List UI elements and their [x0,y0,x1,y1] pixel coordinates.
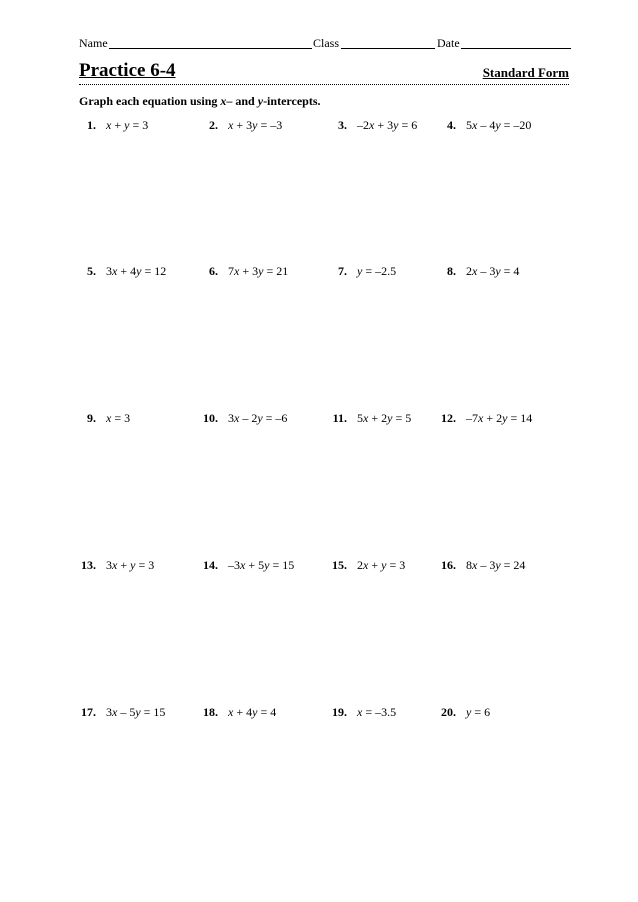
class-label: Class [313,36,340,50]
problem-equation: 7x + 3y = 21 [228,264,289,278]
problem-9 [87,411,131,425]
problem-equation: 8x – 3y = 24 [466,558,526,572]
problem-number: 7. [338,264,347,278]
problem-equation: 3x + y = 3 [106,558,155,572]
class-blank[interactable] [341,48,435,49]
problem-15 [332,558,406,572]
problem-number: 9. [87,411,96,425]
problem-number: 4. [447,118,456,132]
instructions-y: y [257,94,264,108]
problem-number: 6. [209,264,218,278]
problem-equation: 2x – 3y = 4 [466,264,520,278]
problem-equation: x + y = 3 [106,118,149,132]
problem-20 [441,705,491,719]
problem-number: 10. [203,411,218,425]
problem-equation: 3x + 4y = 12 [106,264,167,278]
instructions [79,94,321,108]
problem-8 [447,264,520,278]
problem-equation: y = –2.5 [357,264,397,278]
problem-number: 18. [203,705,218,719]
problem-10 [203,411,288,425]
problem-1 [87,118,149,132]
problem-equation: x + 4y = 4 [228,705,277,719]
problem-12 [441,411,533,425]
date-blank[interactable] [461,48,571,49]
problem-number: 14. [203,558,218,572]
instructions-mid: – and [226,94,258,108]
problem-equation: –2x + 3y = 6 [357,118,418,132]
problem-7 [338,264,397,278]
problem-equation: x + 3y = –3 [228,118,283,132]
problem-14 [203,558,295,572]
problem-number: 20. [441,705,456,719]
date-label: Date [437,36,460,50]
problem-4 [447,118,532,132]
problem-equation: 3x – 2y = –6 [228,411,288,425]
problem-19 [332,705,397,719]
problem-equation: 5x – 4y = –20 [466,118,532,132]
title-row [79,60,569,85]
problem-17 [81,705,166,719]
problem-number: 1. [87,118,96,132]
page-title: Practice 6-4 [79,60,176,81]
problem-equation: –3x + 5y = 15 [228,558,295,572]
problem-6 [209,264,289,278]
problem-number: 19. [332,705,347,719]
problem-equation: x = –3.5 [357,705,397,719]
problem-5 [87,264,167,278]
problem-equation: x = 3 [106,411,131,425]
header-fields [79,36,571,52]
problem-number: 15. [332,558,347,572]
instructions-prefix: Graph each equation using [79,94,221,108]
problem-number: 16. [441,558,456,572]
instructions-x: x [220,94,227,108]
problem-number: 2. [209,118,218,132]
problem-2 [209,118,283,132]
name-label: Name [79,36,108,50]
problem-equation: –7x + 2y = 14 [466,411,533,425]
problem-number: 17. [81,705,96,719]
problem-11 [332,411,412,425]
problem-number: 8. [447,264,456,278]
name-blank[interactable] [109,48,312,49]
problem-16 [441,558,526,572]
problem-number: 3. [338,118,347,132]
problem-number: 12. [441,411,456,425]
problem-number: 13. [81,558,96,572]
page-subtitle: Standard Form [482,65,569,80]
problem-18 [203,705,277,719]
problem-equation: 5x + 2y = 5 [357,411,412,425]
problem-number: 5. [87,264,96,278]
problem-equation: y = 6 [466,705,491,719]
problem-3 [338,118,418,132]
problem-equation: 2x + y = 3 [357,558,406,572]
problem-equation: 3x – 5y = 15 [106,705,166,719]
instructions-suffix: -intercepts. [263,94,321,108]
problem-13 [81,558,155,572]
problem-number: 11. [332,411,347,425]
